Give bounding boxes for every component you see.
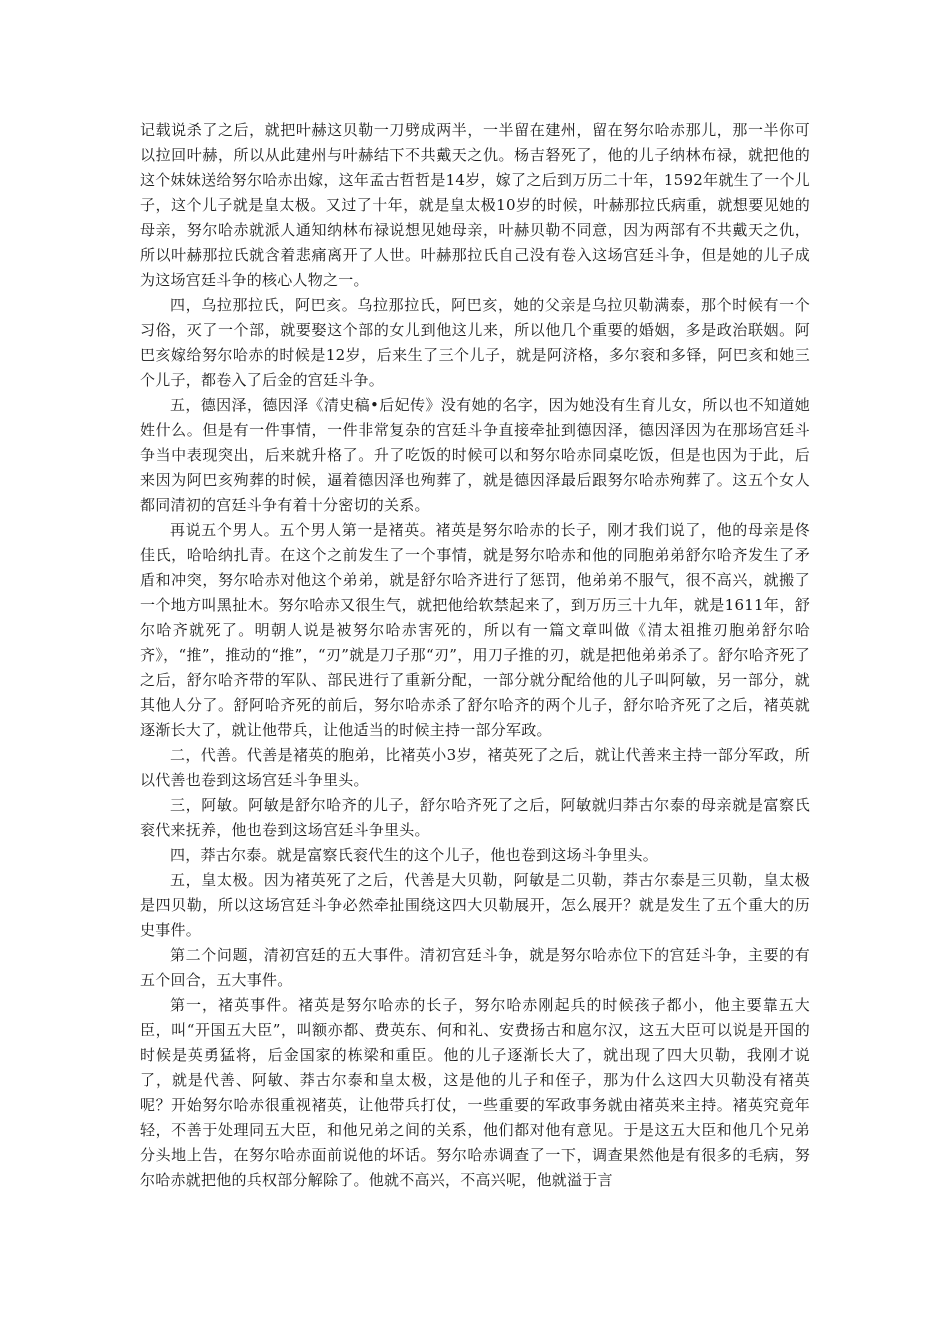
- document-page: [140, 118, 810, 1193]
- paragraph-10: 第一，褚英事件。褚英是努尔哈赤的长子，努尔哈赤刚起兵的时候孩子都小，他主要靠五大臣，叫“开国五大臣”，叫额亦都、费英东、何和礼、安费扬古和扈尔汉，这五大臣可以说是开国的时候是英勇猛将，后金国家的栋梁和重臣。他的儿子逐渐长大了，就出现了四大贝勒，我刚才说了，就是代善、阿敏、莽古尔泰和皇太极，这是他的儿子和侄子，那为什么这四大贝勒没有褚英呢？开始努尔哈赤很重视褚英，让他带兵打仗，一些重要的军政事务就由褚英来主持。褚英究竟年轻，不善于处理同五大臣，和他兄弟之间的关系，他们都对他有意见。于是这五大臣和他几个兄弟分头地上告，在努尔哈赤面前说他的坏话。努尔哈赤调查了一下，调查果然他是有很多的毛病，努尔哈赤就把他的兵权部分解除了。他就不高兴，不高兴呢，他就溢于言: [140, 996, 810, 1189]
- paragraph-1: 记载说杀了之后，就把叶赫这贝勒一刀劈成两半，一半留在建州，留在努尔哈赤那儿，那一半你可以拉回叶赫，所以从此建州与叶赫结下不共戴天之仇。杨吉砮死了，他的儿子纳林布禄，就把他的这个妹妹送给努尔哈赤出嫁，这年孟古哲哲是14岁，嫁了之后到万历二十年，1592年就生了一个儿子，这个儿子就是皇太极。又过了十年，就是皇太极10岁的时候，叶赫那拉氏病重，就想要见她的母亲，努尔哈赤就派人通知纳林布禄说想见她母亲，叶赫贝勒不同意，因为两部有不共戴天之仇，所以叶赫那拉氏就含着悲痛离开了人世。叶赫那拉氏自己没有卷入这场宫廷斗争，但是她的儿子成为这场宫廷斗争的核心人物之一。: [140, 121, 810, 289]
- paragraph-5: 二，代善。代善是褚英的胞弟，比褚英小3岁，褚英死了之后，就让代善来主持一部分军政，所以代善也卷到这场宫廷斗争里头。: [140, 746, 810, 789]
- paragraph-8: 五，皇太极。因为褚英死了之后，代善是大贝勒，阿敏是二贝勒，莽古尔泰是三贝勒，皇太极是四贝勒，所以这场宫廷斗争必然牵扯围绕这四大贝勒展开，怎么展开？就是发生了五个重大的历史事件。: [140, 871, 810, 939]
- paragraph-3: 五，德因泽，德因泽《清史稿•后妃传》没有她的名字，因为她没有生育儿女，所以也不知道她姓什么。但是有一件事情，一件非常复杂的宫廷斗争直接牵扯到德因泽，德因泽因为在那场宫廷斗争当中表现突出，后来就升格了。升了吃饭的时候可以和努尔哈赤同桌吃饭，但是也因为于此，后来因为阿巴亥殉葬的时候，逼着德因泽也殉葬了，就是德因泽最后跟努尔哈赤殉葬了。这五个女人都同清初的宫廷斗争有着十分密切的关系。: [140, 396, 810, 514]
- paragraph-7: 四，莽古尔泰。就是富察氏衮代生的这个儿子，他也卷到这场斗争里头。: [170, 846, 659, 864]
- paragraph-4: 再说五个男人。五个男人第一是褚英。褚英是努尔哈赤的长子，刚才我们说了，他的母亲是佟佳氏，哈哈纳扎青。在这个之前发生了一个事情，就是努尔哈赤和他的同胞弟弟舒尔哈齐发生了矛盾和冲突，努尔哈赤对他这个弟弟，就是舒尔哈齐进行了惩罚，他弟弟不服气，很不高兴，就搬了一个地方叫黑扯木。努尔哈赤又很生气，就把他给软禁起来了，到万历三十九年，就是1611年，舒尔哈齐就死了。明朝人说是被努尔哈赤害死的，所以有一篇文章叫做《清太祖推刃胞弟舒尔哈齐》，“推”，推动的“推”，“刃”就是刀子那“刃”，用刀子推的刃，就是把他弟弟杀了。舒尔哈齐死了之后，舒尔哈齐带的军队、部民进行了重新分配，一部分就分配给他的儿子叫阿敏，另一部分，就其他人分了。舒阿哈齐死的前后，努尔哈赤杀了舒尔哈齐的两个儿子，舒尔哈齐死了之后，褚英就逐渐长大了，就让他带兵，让他适当的时候主持一部分军政。: [140, 521, 810, 739]
- paragraph-6: 三，阿敏。阿敏是舒尔哈齐的儿子，舒尔哈齐死了之后，阿敏就归莽古尔泰的母亲就是富察氏衮代来抚养，他也卷到这场宫廷斗争里头。: [140, 796, 810, 839]
- paragraph-2: 四，乌拉那拉氏，阿巴亥。乌拉那拉氏，阿巴亥，她的父亲是乌拉贝勒满泰，那个时候有一个习俗，灭了一个部，就要娶这个部的女儿到他这儿来，所以他几个重要的婚姻，多是政治联姻。阿巴亥嫁给努尔哈赤的时候是12岁，后来生了三个儿子，就是阿济格，多尔衮和多铎，阿巴亥和她三个儿子，都卷入了后金的宫廷斗争。: [140, 296, 810, 389]
- paragraph-9: 第二个问题，清初宫廷的五大事件。清初宫廷斗争，就是努尔哈赤位下的宫廷斗争，主要的有五个回合，五大事件。: [140, 946, 810, 989]
